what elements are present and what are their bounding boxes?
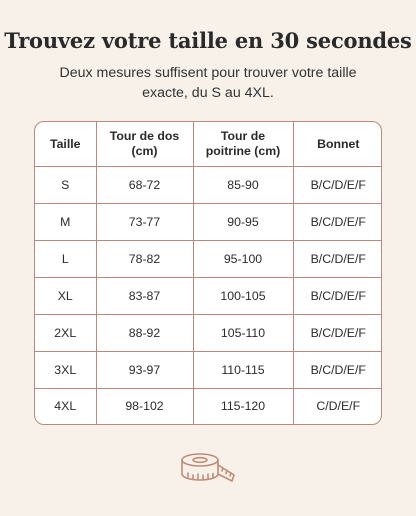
cell-bust: 110-115 [193, 351, 293, 388]
cell-back: 73-77 [96, 203, 193, 240]
cell-size: 4XL [35, 388, 96, 424]
cell-size: S [35, 167, 96, 204]
measuring-tape-icon [176, 448, 240, 488]
cell-cup: C/D/E/F [293, 388, 382, 424]
table-row [35, 240, 382, 277]
column-header-bust: Tour de poitrine (cm) [193, 122, 293, 167]
column-header-back: Tour de dos (cm) [96, 122, 193, 167]
cell-size: 2XL [35, 314, 96, 351]
cell-back: 98-102 [96, 388, 193, 424]
column-header-cup: Bonnet [293, 122, 382, 167]
cell-cup: B/C/D/E/F [293, 240, 382, 277]
size-table-container [34, 121, 382, 425]
cell-bust: 90-95 [193, 203, 293, 240]
cell-size: M [35, 203, 96, 240]
size-table [35, 122, 382, 424]
cell-back: 83-87 [96, 277, 193, 314]
table-header-row [35, 122, 382, 167]
cell-cup: B/C/D/E/F [293, 203, 382, 240]
cell-cup: B/C/D/E/F [293, 277, 382, 314]
cell-back: 78-82 [96, 240, 193, 277]
cell-bust: 100-105 [193, 277, 293, 314]
cell-bust: 85-90 [193, 167, 293, 204]
page-title: Trouvez votre taille en 30 secondes [4, 28, 412, 53]
cell-size: 3XL [35, 351, 96, 388]
table-row [35, 314, 382, 351]
cell-bust: 105-110 [193, 314, 293, 351]
cell-size: L [35, 240, 96, 277]
cell-cup: B/C/D/E/F [293, 314, 382, 351]
table-row [35, 351, 382, 388]
cell-bust: 115-120 [193, 388, 293, 424]
table-row [35, 388, 382, 424]
cell-cup: B/C/D/E/F [293, 167, 382, 204]
cell-back: 68-72 [96, 167, 193, 204]
column-header-size: Taille [35, 122, 96, 167]
cell-back: 88-92 [96, 314, 193, 351]
cell-size: XL [35, 277, 96, 314]
cell-cup: B/C/D/E/F [293, 351, 382, 388]
table-row [35, 167, 382, 204]
cell-back: 93-97 [96, 351, 193, 388]
cell-bust: 95-100 [193, 240, 293, 277]
table-row [35, 203, 382, 240]
page-subtitle: Deux mesures suffisent pour trouver votre taille exacte, du S au 4XL. [59, 65, 357, 101]
table-row [35, 277, 382, 314]
